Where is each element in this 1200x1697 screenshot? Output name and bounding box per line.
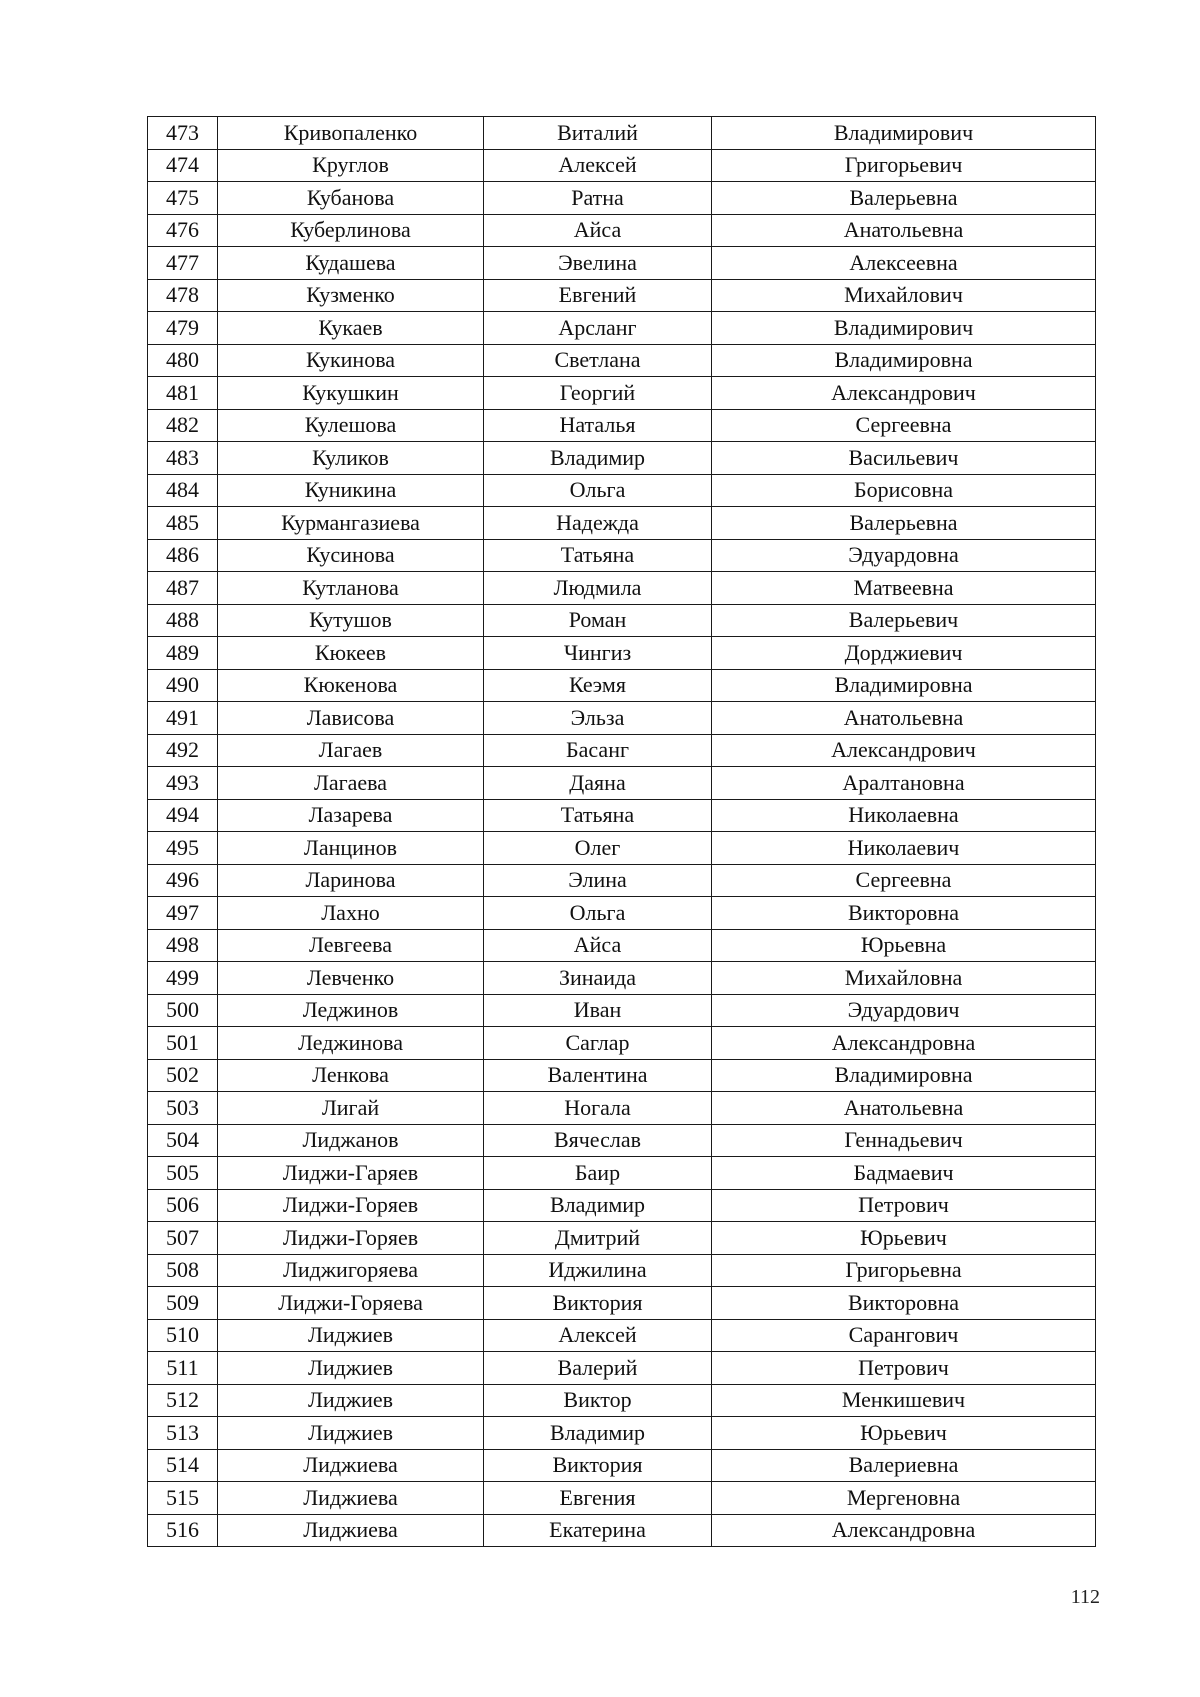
patronymic-cell: Васильевич [712, 442, 1096, 475]
patronymic-cell: Викторовна [712, 1287, 1096, 1320]
patronymic-cell: Валерьевна [712, 507, 1096, 540]
first-name-cell: Эвелина [484, 247, 712, 280]
patronymic-cell: Викторовна [712, 897, 1096, 930]
last-name-cell: Лиджигоряева [218, 1254, 484, 1287]
row-number-cell: 508 [148, 1254, 218, 1287]
patronymic-cell: Михайловна [712, 962, 1096, 995]
row-number-cell: 516 [148, 1514, 218, 1547]
first-name-cell: Екатерина [484, 1514, 712, 1547]
first-name-cell: Иван [484, 994, 712, 1027]
last-name-cell: Лигай [218, 1092, 484, 1125]
patronymic-cell: Мергеновна [712, 1482, 1096, 1515]
patronymic-cell: Владимировна [712, 1059, 1096, 1092]
last-name-cell: Курмангазиева [218, 507, 484, 540]
row-number-cell: 513 [148, 1417, 218, 1450]
patronymic-cell: Николаевич [712, 832, 1096, 865]
last-name-cell: Лиджиева [218, 1482, 484, 1515]
row-number-cell: 482 [148, 409, 218, 442]
patronymic-cell: Бадмаевич [712, 1157, 1096, 1190]
table-row [148, 1189, 1096, 1222]
last-name-cell: Кузменко [218, 279, 484, 312]
patronymic-cell: Сарангович [712, 1319, 1096, 1352]
patronymic-cell: Матвеевна [712, 572, 1096, 605]
first-name-cell: Зинаида [484, 962, 712, 995]
first-name-cell: Даяна [484, 767, 712, 800]
first-name-cell: Виктория [484, 1287, 712, 1320]
last-name-cell: Куликов [218, 442, 484, 475]
first-name-cell: Владимир [484, 442, 712, 475]
last-name-cell: Левченко [218, 962, 484, 995]
row-number-cell: 488 [148, 604, 218, 637]
row-number-cell: 487 [148, 572, 218, 605]
table-row [148, 1352, 1096, 1385]
first-name-cell: Роман [484, 604, 712, 637]
first-name-cell: Евгения [484, 1482, 712, 1515]
table-row [148, 247, 1096, 280]
patronymic-cell: Петрович [712, 1352, 1096, 1385]
first-name-cell: Наталья [484, 409, 712, 442]
row-number-cell: 509 [148, 1287, 218, 1320]
table-row [148, 1222, 1096, 1255]
row-number-cell: 492 [148, 734, 218, 767]
patronymic-cell: Сергеевна [712, 864, 1096, 897]
last-name-cell: Круглов [218, 149, 484, 182]
table-row [148, 377, 1096, 410]
patronymic-cell: Валериевна [712, 1449, 1096, 1482]
table-row [148, 117, 1096, 150]
patronymic-cell: Григорьевна [712, 1254, 1096, 1287]
patronymic-cell: Сергеевна [712, 409, 1096, 442]
row-number-cell: 514 [148, 1449, 218, 1482]
first-name-cell: Айса [484, 214, 712, 247]
table-row [148, 1124, 1096, 1157]
table-row [148, 1254, 1096, 1287]
table-row [148, 864, 1096, 897]
last-name-cell: Кубанова [218, 182, 484, 215]
patronymic-cell: Юрьевна [712, 929, 1096, 962]
table-row [148, 312, 1096, 345]
row-number-cell: 495 [148, 832, 218, 865]
last-name-cell: Куникина [218, 474, 484, 507]
table-row [148, 279, 1096, 312]
row-number-cell: 494 [148, 799, 218, 832]
table-row [148, 214, 1096, 247]
patronymic-cell: Дорджиевич [712, 637, 1096, 670]
last-name-cell: Леджинова [218, 1027, 484, 1060]
table-row [148, 1092, 1096, 1125]
table-row [148, 799, 1096, 832]
patronymic-cell: Менкишевич [712, 1384, 1096, 1417]
row-number-cell: 511 [148, 1352, 218, 1385]
first-name-cell: Виталий [484, 117, 712, 150]
last-name-cell: Лахно [218, 897, 484, 930]
patronymic-cell: Григорьевич [712, 149, 1096, 182]
row-number-cell: 483 [148, 442, 218, 475]
first-name-cell: Владимир [484, 1189, 712, 1222]
last-name-cell: Кудашева [218, 247, 484, 280]
row-number-cell: 481 [148, 377, 218, 410]
table-row [148, 1384, 1096, 1417]
first-name-cell: Чингиз [484, 637, 712, 670]
roster-table [147, 116, 1096, 1547]
last-name-cell: Кутланова [218, 572, 484, 605]
table-row [148, 149, 1096, 182]
last-name-cell: Лиджи-Гаряев [218, 1157, 484, 1190]
first-name-cell: Дмитрий [484, 1222, 712, 1255]
table-row [148, 734, 1096, 767]
first-name-cell: Арсланг [484, 312, 712, 345]
patronymic-cell: Юрьевич [712, 1417, 1096, 1450]
table-row [148, 409, 1096, 442]
last-name-cell: Лиджиев [218, 1417, 484, 1450]
table-row [148, 539, 1096, 572]
last-name-cell: Кюкеев [218, 637, 484, 670]
first-name-cell: Алексей [484, 149, 712, 182]
first-name-cell: Виктория [484, 1449, 712, 1482]
table-row [148, 572, 1096, 605]
first-name-cell: Саглар [484, 1027, 712, 1060]
last-name-cell: Левгеева [218, 929, 484, 962]
table-row [148, 1059, 1096, 1092]
patronymic-cell: Анатольевна [712, 1092, 1096, 1125]
last-name-cell: Лиджиева [218, 1514, 484, 1547]
roster-table-body [148, 117, 1096, 1547]
last-name-cell: Лиджиев [218, 1352, 484, 1385]
table-row [148, 442, 1096, 475]
row-number-cell: 497 [148, 897, 218, 930]
row-number-cell: 473 [148, 117, 218, 150]
patronymic-cell: Александровна [712, 1027, 1096, 1060]
patronymic-cell: Александровна [712, 1514, 1096, 1547]
last-name-cell: Лиджиев [218, 1319, 484, 1352]
row-number-cell: 496 [148, 864, 218, 897]
last-name-cell: Лависова [218, 702, 484, 735]
last-name-cell: Кюкенова [218, 669, 484, 702]
table-row [148, 507, 1096, 540]
table-row [148, 897, 1096, 930]
table-row [148, 604, 1096, 637]
table-row [148, 962, 1096, 995]
patronymic-cell: Аралтановна [712, 767, 1096, 800]
table-row [148, 1417, 1096, 1450]
patronymic-cell: Валерьевич [712, 604, 1096, 637]
first-name-cell: Ольга [484, 474, 712, 507]
table-row [148, 929, 1096, 962]
first-name-cell: Евгений [484, 279, 712, 312]
last-name-cell: Лагаева [218, 767, 484, 800]
row-number-cell: 493 [148, 767, 218, 800]
patronymic-cell: Владимирович [712, 117, 1096, 150]
table-row [148, 669, 1096, 702]
row-number-cell: 485 [148, 507, 218, 540]
row-number-cell: 484 [148, 474, 218, 507]
last-name-cell: Лиджанов [218, 1124, 484, 1157]
last-name-cell: Кулешова [218, 409, 484, 442]
first-name-cell: Баир [484, 1157, 712, 1190]
row-number-cell: 490 [148, 669, 218, 702]
last-name-cell: Лиджи-Горяев [218, 1189, 484, 1222]
first-name-cell: Татьяна [484, 539, 712, 572]
patronymic-cell: Алексеевна [712, 247, 1096, 280]
first-name-cell: Кеэмя [484, 669, 712, 702]
last-name-cell: Лазарева [218, 799, 484, 832]
table-row [148, 1449, 1096, 1482]
row-number-cell: 515 [148, 1482, 218, 1515]
last-name-cell: Кукинова [218, 344, 484, 377]
patronymic-cell: Николаевна [712, 799, 1096, 832]
table-row [148, 1157, 1096, 1190]
first-name-cell: Алексей [484, 1319, 712, 1352]
patronymic-cell: Эдуардович [712, 994, 1096, 1027]
row-number-cell: 502 [148, 1059, 218, 1092]
table-row [148, 474, 1096, 507]
last-name-cell: Ларинова [218, 864, 484, 897]
patronymic-cell: Борисовна [712, 474, 1096, 507]
patronymic-cell: Владимирович [712, 312, 1096, 345]
first-name-cell: Айса [484, 929, 712, 962]
table-row [148, 1482, 1096, 1515]
first-name-cell: Виктор [484, 1384, 712, 1417]
row-number-cell: 510 [148, 1319, 218, 1352]
row-number-cell: 477 [148, 247, 218, 280]
first-name-cell: Надежда [484, 507, 712, 540]
last-name-cell: Леджинов [218, 994, 484, 1027]
row-number-cell: 499 [148, 962, 218, 995]
first-name-cell: Светлана [484, 344, 712, 377]
first-name-cell: Вячеслав [484, 1124, 712, 1157]
first-name-cell: Ратна [484, 182, 712, 215]
patronymic-cell: Александрович [712, 377, 1096, 410]
patronymic-cell: Петрович [712, 1189, 1096, 1222]
table-row [148, 1319, 1096, 1352]
first-name-cell: Валентина [484, 1059, 712, 1092]
first-name-cell: Басанг [484, 734, 712, 767]
row-number-cell: 479 [148, 312, 218, 345]
last-name-cell: Лиджиева [218, 1449, 484, 1482]
row-number-cell: 507 [148, 1222, 218, 1255]
row-number-cell: 474 [148, 149, 218, 182]
table-row [148, 344, 1096, 377]
row-number-cell: 491 [148, 702, 218, 735]
last-name-cell: Кукушкин [218, 377, 484, 410]
last-name-cell: Лагаев [218, 734, 484, 767]
row-number-cell: 503 [148, 1092, 218, 1125]
table-row [148, 1287, 1096, 1320]
last-name-cell: Кутушов [218, 604, 484, 637]
row-number-cell: 476 [148, 214, 218, 247]
patronymic-cell: Анатольевна [712, 214, 1096, 247]
first-name-cell: Валерий [484, 1352, 712, 1385]
table-row [148, 182, 1096, 215]
first-name-cell: Ногала [484, 1092, 712, 1125]
row-number-cell: 512 [148, 1384, 218, 1417]
table-row [148, 767, 1096, 800]
patronymic-cell: Михайлович [712, 279, 1096, 312]
patronymic-cell: Владимировна [712, 669, 1096, 702]
row-number-cell: 500 [148, 994, 218, 1027]
row-number-cell: 506 [148, 1189, 218, 1222]
row-number-cell: 505 [148, 1157, 218, 1190]
first-name-cell: Владимир [484, 1417, 712, 1450]
first-name-cell: Иджилина [484, 1254, 712, 1287]
patronymic-cell: Александрович [712, 734, 1096, 767]
row-number-cell: 498 [148, 929, 218, 962]
first-name-cell: Олег [484, 832, 712, 865]
first-name-cell: Эльза [484, 702, 712, 735]
last-name-cell: Кукаев [218, 312, 484, 345]
last-name-cell: Куберлинова [218, 214, 484, 247]
table-row [148, 832, 1096, 865]
last-name-cell: Ланцинов [218, 832, 484, 865]
row-number-cell: 504 [148, 1124, 218, 1157]
row-number-cell: 501 [148, 1027, 218, 1060]
table-row [148, 637, 1096, 670]
patronymic-cell: Эдуардовна [712, 539, 1096, 572]
row-number-cell: 478 [148, 279, 218, 312]
patronymic-cell: Юрьевич [712, 1222, 1096, 1255]
page-number: 112 [1070, 1586, 1100, 1608]
patronymic-cell: Владимировна [712, 344, 1096, 377]
first-name-cell: Георгий [484, 377, 712, 410]
table-row [148, 702, 1096, 735]
table-row [148, 1514, 1096, 1547]
row-number-cell: 475 [148, 182, 218, 215]
patronymic-cell: Анатольевна [712, 702, 1096, 735]
last-name-cell: Кусинова [218, 539, 484, 572]
first-name-cell: Татьяна [484, 799, 712, 832]
patronymic-cell: Геннадьевич [712, 1124, 1096, 1157]
first-name-cell: Людмила [484, 572, 712, 605]
first-name-cell: Ольга [484, 897, 712, 930]
last-name-cell: Лиджиев [218, 1384, 484, 1417]
row-number-cell: 489 [148, 637, 218, 670]
last-name-cell: Лиджи-Горяев [218, 1222, 484, 1255]
last-name-cell: Ленкова [218, 1059, 484, 1092]
last-name-cell: Кривопаленко [218, 117, 484, 150]
row-number-cell: 486 [148, 539, 218, 572]
patronymic-cell: Валерьевна [712, 182, 1096, 215]
first-name-cell: Элина [484, 864, 712, 897]
last-name-cell: Лиджи-Горяева [218, 1287, 484, 1320]
table-row [148, 1027, 1096, 1060]
row-number-cell: 480 [148, 344, 218, 377]
table-row [148, 994, 1096, 1027]
